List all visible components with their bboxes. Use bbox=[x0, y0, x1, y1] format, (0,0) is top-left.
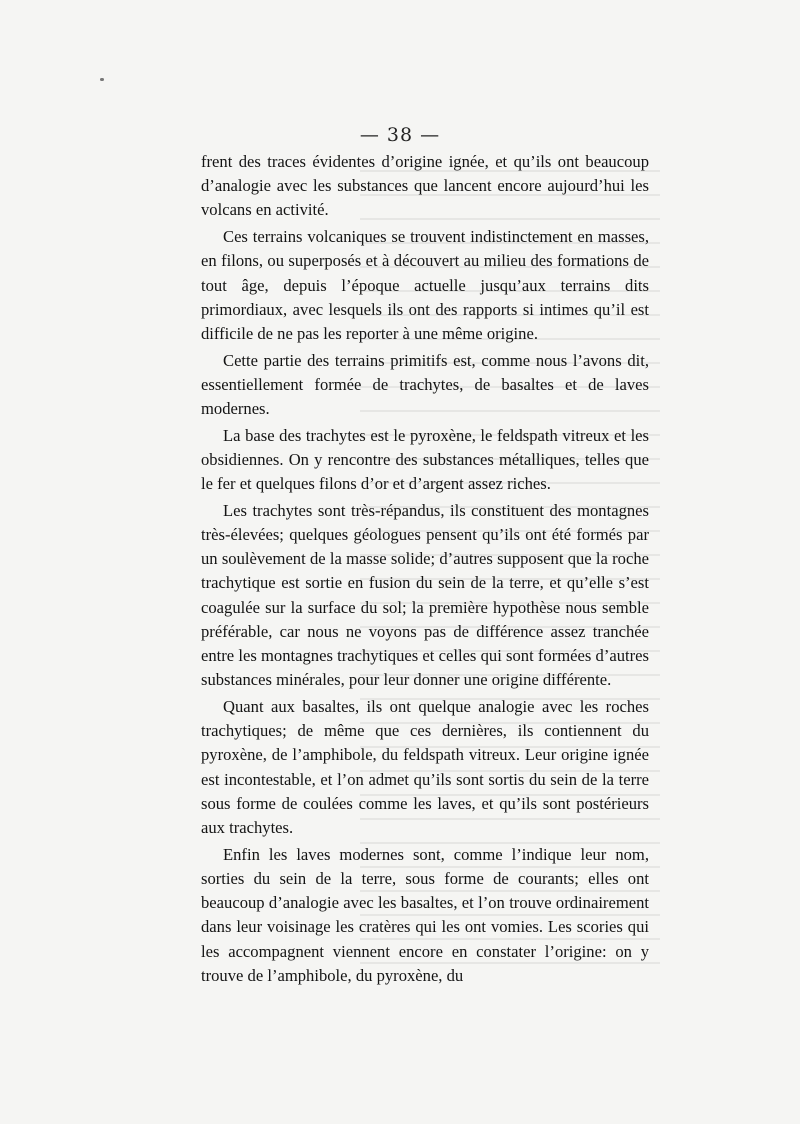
page-number: — 38 — bbox=[359, 124, 441, 146]
body-text bbox=[201, 150, 649, 990]
paragraph-7: Enfin les laves modernes sont, comme l’indique leur nom, sorties du sein de la terre, sous forme de courants; elles ont beaucoup d’analogie avec les basaltes, et l’on trouve ordinairement dans leur voisinage les cratères qui les ont vomies. Les scories qui les accompagnent viennent encore en constater l’origine: on y trouve de l’amphibole, du pyroxène, du bbox=[201, 844, 649, 985]
paragraph-6: Quant aux basaltes, ils ont quelque analogie avec les roches trachytiques; de même que ces dernières, ils contiennent du pyroxène, de l’amphibole, du feldspath vitreux. Leur origine ignée est incontestable, et l’on admet qu’ils sont sortis du sein de la terre sous forme de coulées comme les laves, et qu’ils sont postérieurs aux trachytes. bbox=[201, 696, 649, 837]
paper-speck bbox=[100, 78, 104, 81]
paragraph-1: frent des traces évidentes d’origine ignée, et qu’ils ont beaucoup d’analogie avec les substances que lancent encore aujourd’hui les volcans en activité. bbox=[201, 152, 649, 220]
paragraph-2: Ces terrains volcaniques se trouvent indistinctement en masses, en filons, ou superposés et à découvert au milieu des formations de tout âge, depuis l’époque actuelle jusqu’aux terrains dits primordiaux, avec lesquels ils ont des rapports si intimes qu’il est difficile de ne pas les reporter à une même origine. bbox=[201, 227, 649, 343]
paragraph-3: Cette partie des terrains primitifs est, comme nous l’avons dit, essentiellement formée de trachytes, de basaltes et de laves modernes. bbox=[201, 350, 649, 419]
paragraph-5: Les trachytes sont très-répandus, ils constituent des montagnes très-élevées; quelques géologues pensent qu’ils ont été formés par un soulèvement de la masse solide; d’autres supposent que la roche trachytique est sortie en fusion du sein de la terre, et qu’elle s’est coagulée sur la surface du sol; la première hypothèse nous semble préférable, car nous ne voyons pas de différence assez tranchée entre les montagnes trachytiques et celles qui sont formées d’autres substances minérales, pour leur donner une origine différente. bbox=[201, 500, 649, 690]
paragraph-4: La base des trachytes est le pyroxène, le feldspath vitreux et les obsidiennes. On y rencontre des substances métalliques, telles que le fer et quelques filons d’or et d’argent assez riches. bbox=[201, 425, 649, 494]
